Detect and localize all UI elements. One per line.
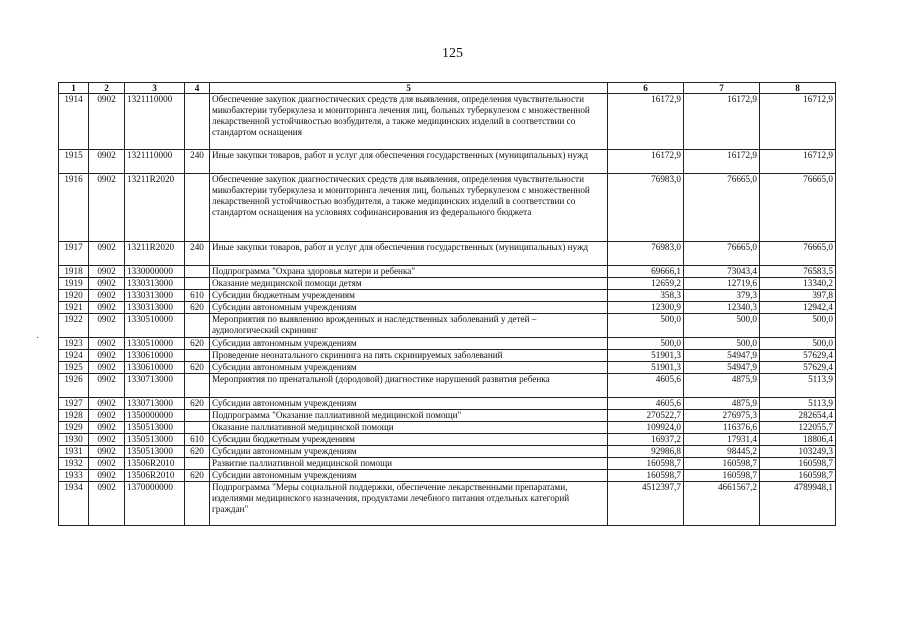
amount-col7: 54947,9 — [684, 362, 760, 374]
amount-col7: 16172,9 — [684, 94, 760, 150]
amount-col8: 500,0 — [760, 314, 836, 338]
section-code: 0902 — [89, 374, 125, 398]
expense-type-code: 240 — [185, 150, 210, 174]
section-code: 0902 — [89, 362, 125, 374]
section-code: 0902 — [89, 470, 125, 482]
column-header-2: 2 — [89, 83, 125, 94]
expense-type-code — [185, 458, 210, 470]
target-article-code: 1350513000 — [125, 446, 185, 458]
table-row — [59, 290, 836, 302]
expense-type-code — [185, 374, 210, 398]
amount-col8: 16712,9 — [760, 94, 836, 150]
target-article-code: 1330510000 — [125, 314, 185, 338]
amount-col6: 4605,6 — [608, 374, 684, 398]
amount-col6: 51901,3 — [608, 350, 684, 362]
header-row — [59, 83, 836, 94]
row-number: 1915 — [59, 150, 89, 174]
amount-col7: 4661567,2 — [684, 482, 760, 526]
amount-col7: 160598,7 — [684, 470, 760, 482]
item-name: Иные закупки товаров, работ и услуг для обеспечения государственных (муниципальных) нужд — [210, 150, 608, 174]
expense-type-code — [185, 482, 210, 526]
amount-col6: 500,0 — [608, 314, 684, 338]
amount-col8: 76665,0 — [760, 174, 836, 242]
amount-col7: 12340,3 — [684, 302, 760, 314]
item-name: Иные закупки товаров, работ и услуг для обеспечения государственных (муниципальных) нужд — [210, 242, 608, 266]
target-article-code: 1350000000 — [125, 410, 185, 422]
table-row — [59, 174, 836, 242]
expense-type-code — [185, 278, 210, 290]
expense-type-code — [185, 350, 210, 362]
amount-col7: 16172,9 — [684, 150, 760, 174]
amount-col7: 17931,4 — [684, 434, 760, 446]
section-code: 0902 — [89, 458, 125, 470]
column-header-6: 6 — [608, 83, 684, 94]
target-article-code: 1330713000 — [125, 374, 185, 398]
amount-col6: 76983,0 — [608, 174, 684, 242]
item-name: Подпрограмма "Меры социальной поддержки, обеспечение лекарственными препаратами, изделиями медицинского назначения, продуктами лечебного питания отдельных категорий граждан" — [210, 482, 608, 526]
amount-col8: 397,8 — [760, 290, 836, 302]
row-number: 1930 — [59, 434, 89, 446]
row-number: 1918 — [59, 266, 89, 278]
row-number: 1934 — [59, 482, 89, 526]
expense-type-code — [185, 410, 210, 422]
target-article-code: 1321110000 — [125, 94, 185, 150]
section-code: 0902 — [89, 150, 125, 174]
expense-type-code — [185, 422, 210, 434]
section-code: 0902 — [89, 434, 125, 446]
expense-type-code — [185, 314, 210, 338]
target-article-code: 1350513000 — [125, 422, 185, 434]
target-article-code: 1330610000 — [125, 362, 185, 374]
table-row — [59, 458, 836, 470]
target-article-code: 1321110000 — [125, 150, 185, 174]
amount-col6: 4605,6 — [608, 398, 684, 410]
target-article-code: 1330313000 — [125, 290, 185, 302]
table-row — [59, 398, 836, 410]
amount-col7: 160598,7 — [684, 458, 760, 470]
target-article-code: 1370000000 — [125, 482, 185, 526]
amount-col6: 4512397,7 — [608, 482, 684, 526]
target-article-code: 1330713000 — [125, 398, 185, 410]
amount-col8: 4789948,1 — [760, 482, 836, 526]
row-number: 1914 — [59, 94, 89, 150]
amount-col8: 13340,2 — [760, 278, 836, 290]
target-article-code: 13506R2010 — [125, 458, 185, 470]
row-number: 1932 — [59, 458, 89, 470]
table-row — [59, 434, 836, 446]
section-code: 0902 — [89, 350, 125, 362]
table-row — [59, 374, 836, 398]
expense-type-code: 620 — [185, 302, 210, 314]
amount-col6: 500,0 — [608, 338, 684, 350]
target-article-code: 1330510000 — [125, 338, 185, 350]
item-name: Мероприятия по пренатальной (дородовой) диагностике нарушений развития ребенка — [210, 374, 608, 398]
expense-type-code: 620 — [185, 398, 210, 410]
section-code: 0902 — [89, 482, 125, 526]
target-article-code: 1330313000 — [125, 302, 185, 314]
amount-col8: 122055,7 — [760, 422, 836, 434]
amount-col7: 276975,3 — [684, 410, 760, 422]
page-number: 125 — [442, 46, 463, 61]
target-article-code: 13211R2020 — [125, 174, 185, 242]
expense-type-code — [185, 266, 210, 278]
target-article-code: 13211R2020 — [125, 242, 185, 266]
item-name: Субсидии автономным учреждениям — [210, 470, 608, 482]
table-row — [59, 362, 836, 374]
row-number: 1924 — [59, 350, 89, 362]
target-article-code: 1330313000 — [125, 278, 185, 290]
item-name: Обеспечение закупок диагностических средств для выявления, определения чувствительности микобактерии туберкулеза и мониторинга лечения лиц, больных туберкулезом с множественной лекарственной устойчивостью возбудителя, а также медицинских изделий в соответствии со стандартом оснащения — [210, 94, 608, 150]
section-code: 0902 — [89, 314, 125, 338]
amount-col8: 282654,4 — [760, 410, 836, 422]
amount-col7: 4875,9 — [684, 374, 760, 398]
expense-type-code: 620 — [185, 446, 210, 458]
section-code: 0902 — [89, 94, 125, 150]
amount-col7: 500,0 — [684, 338, 760, 350]
amount-col8: 16712,9 — [760, 150, 836, 174]
section-code: 0902 — [89, 422, 125, 434]
margin-mark: · — [36, 333, 40, 344]
section-code: 0902 — [89, 174, 125, 242]
amount-col7: 73043,4 — [684, 266, 760, 278]
amount-col8: 76665,0 — [760, 242, 836, 266]
amount-col8: 57629,4 — [760, 350, 836, 362]
amount-col7: 98445,2 — [684, 446, 760, 458]
section-code: 0902 — [89, 410, 125, 422]
amount-col8: 5113,9 — [760, 398, 836, 410]
amount-col6: 160598,7 — [608, 470, 684, 482]
expense-type-code: 610 — [185, 434, 210, 446]
amount-col8: 5113,9 — [760, 374, 836, 398]
amount-col6: 16172,9 — [608, 150, 684, 174]
amount-col6: 12659,2 — [608, 278, 684, 290]
amount-col6: 69666,1 — [608, 266, 684, 278]
amount-col6: 109924,0 — [608, 422, 684, 434]
table-body — [59, 94, 836, 526]
item-name: Мероприятия по выявлению врожденных и наследственных заболеваний у детей – аудиологический скрининг — [210, 314, 608, 338]
table-row — [59, 278, 836, 290]
section-code: 0902 — [89, 278, 125, 290]
table-row — [59, 94, 836, 150]
item-name: Подпрограмма "Охрана здоровья матери и ребенка" — [210, 266, 608, 278]
item-name: Субсидии бюджетным учреждениям — [210, 434, 608, 446]
item-name: Субсидии автономным учреждениям — [210, 362, 608, 374]
amount-col7: 76665,0 — [684, 174, 760, 242]
table-row — [59, 422, 836, 434]
amount-col6: 51901,3 — [608, 362, 684, 374]
amount-col6: 16937,2 — [608, 434, 684, 446]
item-name: Субсидии автономным учреждениям — [210, 302, 608, 314]
section-code: 0902 — [89, 446, 125, 458]
expense-type-code: 620 — [185, 338, 210, 350]
row-number: 1922 — [59, 314, 89, 338]
item-name: Подпрограмма "Оказание паллиативной медицинской помощи" — [210, 410, 608, 422]
table-row — [59, 470, 836, 482]
table-row — [59, 482, 836, 526]
section-code: 0902 — [89, 290, 125, 302]
table-row — [59, 150, 836, 174]
amount-col7: 4875,9 — [684, 398, 760, 410]
item-name: Оказание медицинской помощи детям — [210, 278, 608, 290]
item-name: Субсидии автономным учреждениям — [210, 398, 608, 410]
amount-col6: 76983,0 — [608, 242, 684, 266]
table-row — [59, 266, 836, 278]
amount-col6: 92986,8 — [608, 446, 684, 458]
section-code: 0902 — [89, 242, 125, 266]
table-row — [59, 338, 836, 350]
amount-col6: 16172,9 — [608, 94, 684, 150]
amount-col8: 160598,7 — [760, 458, 836, 470]
section-code: 0902 — [89, 266, 125, 278]
expense-type-code: 240 — [185, 242, 210, 266]
amount-col6: 270522,7 — [608, 410, 684, 422]
expense-type-code — [185, 174, 210, 242]
row-number: 1921 — [59, 302, 89, 314]
column-header-1: 1 — [59, 83, 89, 94]
amount-col8: 500,0 — [760, 338, 836, 350]
row-number: 1916 — [59, 174, 89, 242]
target-article-code: 13506R2010 — [125, 470, 185, 482]
expense-type-code: 610 — [185, 290, 210, 302]
amount-col7: 379,3 — [684, 290, 760, 302]
row-number: 1925 — [59, 362, 89, 374]
amount-col8: 160598,7 — [760, 470, 836, 482]
item-name: Субсидии бюджетным учреждениям — [210, 290, 608, 302]
amount-col7: 12719,6 — [684, 278, 760, 290]
amount-col8: 12942,4 — [760, 302, 836, 314]
amount-col7: 76665,0 — [684, 242, 760, 266]
row-number: 1931 — [59, 446, 89, 458]
section-code: 0902 — [89, 302, 125, 314]
item-name: Оказание паллиативной медицинской помощи — [210, 422, 608, 434]
table-row — [59, 350, 836, 362]
item-name: Развитие паллиативной медицинской помощи — [210, 458, 608, 470]
column-header-5: 5 — [210, 83, 608, 94]
item-name: Субсидии автономным учреждениям — [210, 446, 608, 458]
table-row — [59, 302, 836, 314]
target-article-code: 1330610000 — [125, 350, 185, 362]
row-number: 1919 — [59, 278, 89, 290]
item-name: Обеспечение закупок диагностических средств для выявления, определения чувствительности микобактерии туберкулеза и мониторинга лечения лиц, больных туберкулезом с множественной лекарственной устойчивостью возбудителя, а также медицинских изделий в соответствии со стандартом оснащения на условиях софинансирования из федерального бюджета — [210, 174, 608, 242]
expense-type-code: 620 — [185, 470, 210, 482]
table-row — [59, 446, 836, 458]
budget-table — [58, 82, 836, 526]
row-number: 1929 — [59, 422, 89, 434]
table-row — [59, 314, 836, 338]
row-number: 1926 — [59, 374, 89, 398]
target-article-code: 1330000000 — [125, 266, 185, 278]
column-header-4: 4 — [185, 83, 210, 94]
expense-type-code — [185, 94, 210, 150]
item-name: Субсидии автономным учреждениям — [210, 338, 608, 350]
amount-col8: 76583,5 — [760, 266, 836, 278]
amount-col7: 500,0 — [684, 314, 760, 338]
section-code: 0902 — [89, 398, 125, 410]
row-number: 1920 — [59, 290, 89, 302]
row-number: 1928 — [59, 410, 89, 422]
amount-col7: 116376,6 — [684, 422, 760, 434]
column-header-8: 8 — [760, 83, 836, 94]
amount-col8: 57629,4 — [760, 362, 836, 374]
amount-col7: 54947,9 — [684, 350, 760, 362]
target-article-code: 1350513000 — [125, 434, 185, 446]
row-number: 1917 — [59, 242, 89, 266]
amount-col8: 18806,4 — [760, 434, 836, 446]
amount-col6: 12300,9 — [608, 302, 684, 314]
table-row — [59, 242, 836, 266]
column-header-3: 3 — [125, 83, 185, 94]
expense-type-code: 620 — [185, 362, 210, 374]
amount-col8: 103249,3 — [760, 446, 836, 458]
column-header-7: 7 — [684, 83, 760, 94]
row-number: 1927 — [59, 398, 89, 410]
section-code: 0902 — [89, 338, 125, 350]
table-row — [59, 410, 836, 422]
amount-col6: 160598,7 — [608, 458, 684, 470]
row-number: 1933 — [59, 470, 89, 482]
row-number: 1923 — [59, 338, 89, 350]
item-name: Проведение неонатального скрининга на пять скринируемых заболеваний — [210, 350, 608, 362]
amount-col6: 358,3 — [608, 290, 684, 302]
